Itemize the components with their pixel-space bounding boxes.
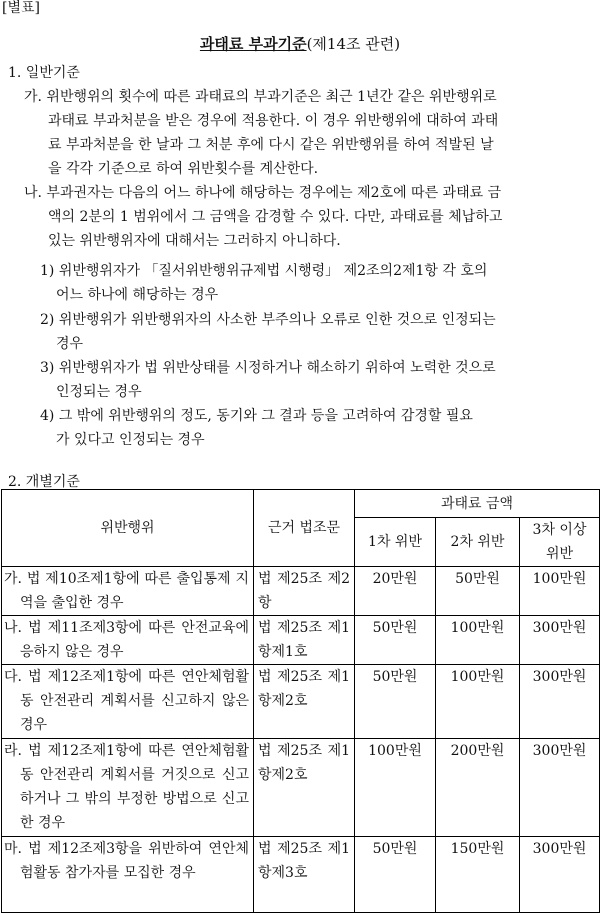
reduction-item-line: 4) 그 밖에 위반행위의 정도, 동기와 그 결과 등을 고려하여 감경할 필요: [40, 408, 473, 424]
header-law: 근거 법조문: [254, 490, 355, 567]
second-amount-cell: 100만원: [436, 616, 520, 665]
table-row: [2, 665, 600, 739]
law-cell: 법 제25조 제1항제2호: [254, 739, 355, 837]
third-amount-cell: 300만원: [520, 665, 600, 739]
table-row: [2, 739, 600, 837]
table-row: [2, 567, 600, 616]
first-amount-cell: 100만원: [355, 739, 436, 837]
third-amount-cell: 100만원: [520, 567, 600, 616]
specific-heading: 2. 개별기준: [8, 474, 80, 490]
header-amount-group: 과태료 금액: [355, 490, 600, 518]
general-ga-line: 을 각각 기준으로 하여 위반횟수를 계산한다.: [48, 161, 319, 177]
reduction-item-line: 1) 위반행위자가 「질서위반행위규제법 시행령」 제2조의2제1항 각 호의: [40, 263, 488, 279]
reduction-item-line: 3) 위반행위자가 법 위반상태를 시정하거나 해소하기 위하여 노력한 것으로: [40, 360, 496, 376]
reduction-item-line: 인정되는 경우: [56, 384, 142, 400]
violation-cell: 나. 법 제11조제3항에 따른 안전교육에 응하지 않은 경우: [2, 616, 254, 665]
page-title: [0, 32, 600, 56]
general-na-line: 나. 부과권자는 다음의 어느 하나에 해당하는 경우에는 제2호에 따른 과태료 금: [24, 185, 502, 201]
annex-label: [별표]: [2, 0, 40, 16]
header-third-violation: 3차 이상 위반: [520, 518, 600, 567]
second-amount-cell: 150만원: [436, 837, 520, 913]
general-na-line: 액의 2분의 1 범위에서 그 금액을 감경할 수 있다. 다만, 과태료를 체납하고: [48, 209, 503, 225]
general-na-line: 있는 위반행위자에 대해서는 그러하지 아니하다.: [48, 233, 341, 249]
first-amount-cell: 50만원: [355, 616, 436, 665]
law-cell: 법 제25조 제2항: [254, 567, 355, 616]
header-second-violation: 2차 위반: [436, 518, 520, 567]
reduction-item-line: 경우: [56, 336, 84, 352]
first-amount-cell: 50만원: [355, 837, 436, 913]
reduction-item-line: 2) 위반행위가 위반행위자의 사소한 부주의나 오류로 인한 것으로 인정되는: [40, 312, 496, 328]
general-heading: 1. 일반기준: [8, 65, 80, 81]
reduction-item-line: 가 있다고 인정되는 경우: [56, 432, 205, 448]
second-amount-cell: 50만원: [436, 567, 520, 616]
general-ga-line: 과태료 부과처분을 받은 경우에 적용한다. 이 경우 위반행위에 대하여 과태: [48, 113, 499, 129]
first-amount-cell: 50만원: [355, 665, 436, 739]
law-cell: 법 제25조 제1항제2호: [254, 665, 355, 739]
table-row: [2, 837, 600, 913]
table-row: [2, 616, 600, 665]
first-amount-cell: 20만원: [355, 567, 436, 616]
second-amount-cell: 200만원: [436, 739, 520, 837]
header-first-violation: 1차 위반: [355, 518, 436, 567]
third-amount-cell: 300만원: [520, 616, 600, 665]
title-main: 과태료 부과기준: [199, 35, 307, 53]
third-amount-cell: 300만원: [520, 739, 600, 837]
violation-cell: 라. 법 제12조제1항에 따른 연안체험활동 안전관리 계획서를 거짓으로 신고하거나 그 밖의 부정한 방법으로 신고한 경우: [2, 739, 254, 837]
header-violation: 위반행위: [2, 490, 254, 567]
general-ga-line: 가. 위반행위의 횟수에 따른 과태료의 부과기준은 최근 1년간 같은 위반행위로: [24, 89, 497, 105]
violation-cell: 다. 법 제12조제1항에 따른 연안체험활동 안전관리 계획서를 신고하지 않은 경우: [2, 665, 254, 739]
violation-cell: 가. 법 제10조제1항에 따른 출입통제 지역을 출입한 경우: [2, 567, 254, 616]
law-cell: 법 제25조 제1항제3호: [254, 837, 355, 913]
reduction-item-line: 어느 하나에 해당하는 경우: [56, 287, 219, 303]
law-cell: 법 제25조 제1항제1호: [254, 616, 355, 665]
title-sub: (제14조 관련): [306, 35, 401, 53]
general-ga-line: 료 부과처분을 한 날과 그 처분 후에 다시 같은 위반행위를 하여 적발된 날: [48, 137, 494, 153]
third-amount-cell: 300만원: [520, 837, 600, 913]
violation-cell: 마. 법 제12조제3항을 위반하여 연안체험활동 참가자를 모집한 경우: [2, 837, 254, 913]
second-amount-cell: 100만원: [436, 665, 520, 739]
penalty-table: [1, 489, 600, 913]
